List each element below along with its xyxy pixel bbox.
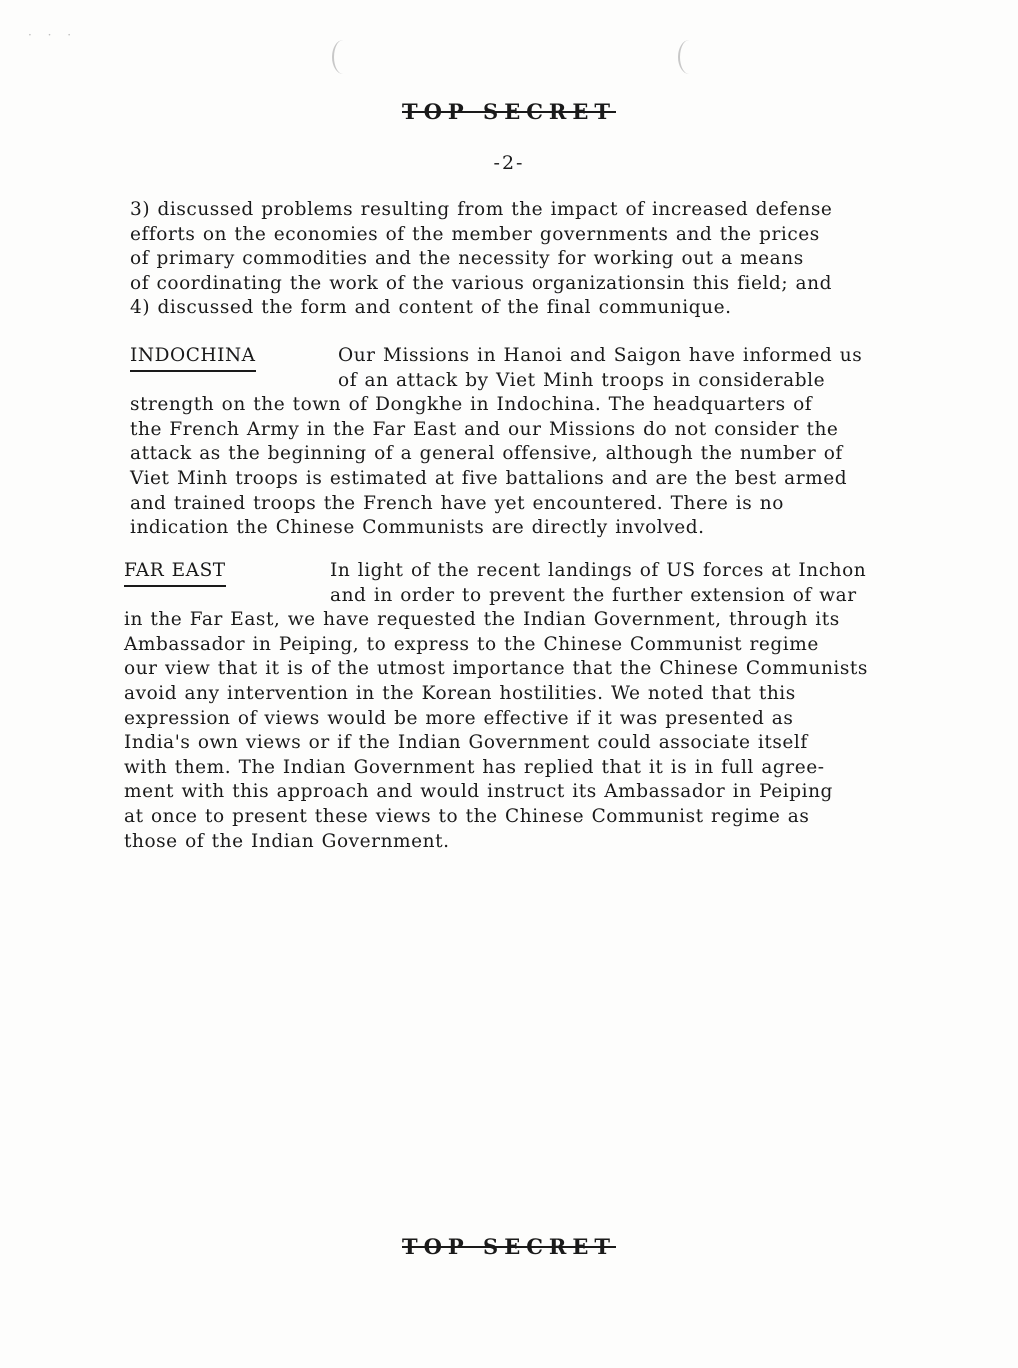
text-line: of primary commodities and the necessity for working out a means bbox=[130, 248, 804, 270]
text-line: of coordinating the work of the various organizationsin this field; and bbox=[130, 272, 832, 294]
classification-footer bbox=[0, 1234, 1018, 1259]
far-east-body bbox=[124, 608, 868, 854]
text-line: at once to present these views to the Chinese Communist regime as bbox=[124, 805, 810, 827]
page-number: -2- bbox=[493, 152, 525, 174]
classification-marking: TOP SECRET bbox=[402, 99, 616, 124]
indochina-opening bbox=[338, 344, 862, 393]
text-line: in the Far East, we have requested the Indian Government, through its bbox=[124, 609, 840, 631]
text-line: avoid any intervention in the Korean hostilities. We noted that this bbox=[124, 682, 796, 704]
text-line: attack as the beginning of a general offensive, although the number of bbox=[130, 443, 843, 465]
text-line: Ambassador in Peiping, to express to the Chinese Communist regime bbox=[124, 633, 819, 655]
text-line: and trained troops the French have yet encountered. There is no bbox=[130, 492, 784, 514]
text-line: Viet Minh troops is estimated at five battalions and are the best armed bbox=[130, 467, 848, 489]
section-heading-indochina: INDOCHINA bbox=[130, 344, 256, 372]
text-line: India's own views or if the Indian Government could associate itself bbox=[124, 732, 808, 754]
text-line: ment with this approach and would instruct its Ambassador in Peiping bbox=[124, 781, 833, 803]
text-line: strength on the town of Dongkhe in Indochina. The headquarters of bbox=[130, 394, 813, 416]
text-line: efforts on the economies of the member governments and the prices bbox=[130, 223, 820, 245]
text-line: the French Army in the Far East and our Missions do not consider the bbox=[130, 418, 839, 440]
classification-header bbox=[0, 99, 1018, 124]
classification-marking: TOP SECRET bbox=[402, 1234, 616, 1259]
text-line: In light of the recent landings of US forces at Inchon bbox=[330, 560, 867, 581]
punch-hole-mark bbox=[678, 40, 700, 74]
text-line: those of the Indian Government. bbox=[124, 830, 450, 852]
text-line: indication the Chinese Communists are directly involved. bbox=[130, 517, 705, 539]
text-line: expression of views would be more effective if it was presented as bbox=[124, 707, 794, 729]
text-line: with them. The Indian Government has replied that it is in full agree- bbox=[124, 756, 825, 778]
text-line: of an attack by Viet Minh troops in considerable bbox=[338, 369, 826, 391]
continued-paragraph bbox=[130, 198, 832, 321]
punch-hole-mark bbox=[332, 40, 354, 74]
paper-speckles: · · · bbox=[28, 28, 78, 42]
text-line: our view that it is of the utmost importance that the Chinese Communists bbox=[124, 658, 868, 680]
text-line: Our Missions in Hanoi and Saigon have informed us bbox=[338, 345, 863, 366]
text-line: and in order to prevent the further extension of war bbox=[330, 584, 857, 606]
text-line: 4) discussed the form and content of the final communique. bbox=[130, 297, 732, 319]
far-east-opening bbox=[330, 559, 866, 608]
indochina-body bbox=[130, 393, 847, 541]
text-line: 3) discussed problems resulting from the impact of increased defense bbox=[130, 199, 833, 220]
section-heading-far-east: FAR EAST bbox=[124, 559, 226, 587]
